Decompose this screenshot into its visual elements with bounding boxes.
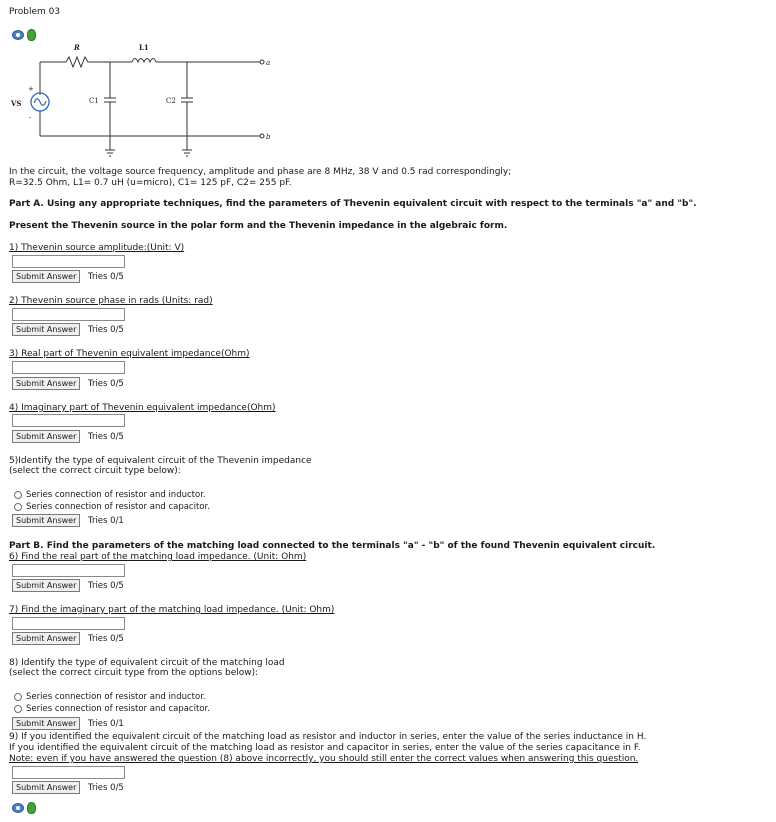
problem-text-line1: In the circuit, the voltage source frequency, amplitude and phase are 8 MHz, 38 V and 0.5 rad correspondingly;: [9, 167, 512, 177]
q1-label: 1) Thevenin source amplitude:(Unit: V): [9, 243, 185, 253]
q5-label-line1: 5)Identify the type of equivalent circuit of the Thevenin impedance: [9, 456, 312, 466]
label-b: b: [266, 133, 271, 141]
inductor-symbol: [132, 59, 156, 63]
q8-label-line1: 8) Identify the type of equivalent circuit of the matching load: [9, 658, 285, 668]
q2-tries: Tries 0/5: [88, 325, 124, 335]
terminal-a: [260, 60, 264, 64]
part-b-heading: Part B. Find the parameters of the matching load connected to the terminals "a" - "b" of the found Thevenin equivalent circuit.: [9, 541, 656, 551]
q2-answer-input[interactable]: [12, 308, 125, 321]
label-plus: +: [28, 85, 34, 93]
q8-option-rc-label: Series connection of resistor and capacitor.: [26, 704, 210, 714]
q4-submit-button[interactable]: Submit Answer: [12, 430, 80, 443]
feedback-icon[interactable]: [12, 30, 24, 40]
q5-tries: Tries 0/1: [88, 516, 124, 526]
terminal-b: [260, 134, 264, 138]
label-c2: C2: [166, 97, 176, 105]
q8-tries: Tries 0/1: [88, 719, 124, 729]
q3-answer-input[interactable]: [12, 361, 125, 374]
q5-option-rc[interactable]: [14, 502, 210, 512]
bug-report-icon[interactable]: [27, 802, 36, 814]
q3-tries: Tries 0/5: [88, 379, 124, 389]
q8-radio-rl[interactable]: [14, 693, 22, 701]
q5-label-line2: (select the correct circuit type below):: [9, 466, 181, 476]
q6-label: 6) Find the real part of the matching load impedance. (Unit: Ohm): [9, 552, 307, 562]
label-l1: L1: [139, 43, 149, 52]
q8-option-rl-label: Series connection of resistor and inductor.: [26, 692, 206, 702]
q9-text-line3: Note: even if you have answered the question (8) above incorrectly, you should still enter the correct values when answering this question.: [9, 754, 639, 764]
q8-submit-button[interactable]: Submit Answer: [12, 717, 80, 730]
q9-text-line1: 9) If you identified the equivalent circuit of the matching load as resistor and inductor in series, enter the value of the series inductance in H.: [9, 732, 647, 742]
q8-radio-rc[interactable]: [14, 705, 22, 713]
feedback-icon[interactable]: [12, 803, 24, 813]
toolbar-icons-bottom: [12, 802, 36, 814]
q2-label: 2) Thevenin source phase in rads (Units: rad): [9, 296, 213, 306]
q7-tries: Tries 0/5: [88, 634, 124, 644]
q8-label-line2: (select the correct circuit type from the options below):: [9, 668, 259, 678]
q8-option-rc[interactable]: [14, 704, 210, 714]
q6-tries: Tries 0/5: [88, 581, 124, 591]
q9-tries: Tries 0/5: [88, 783, 124, 793]
q5-option-rl[interactable]: [14, 490, 206, 500]
q4-answer-input[interactable]: [12, 414, 125, 427]
problem-title: Problem 03: [9, 7, 61, 17]
q8-option-rl[interactable]: [14, 692, 206, 702]
label-c1: C1: [89, 97, 99, 105]
q5-radio-rl[interactable]: [14, 491, 22, 499]
q5-radio-rc[interactable]: [14, 503, 22, 511]
q7-submit-button[interactable]: Submit Answer: [12, 632, 80, 645]
label-minus: -: [29, 114, 32, 122]
q6-submit-button[interactable]: Submit Answer: [12, 579, 80, 592]
q7-answer-input[interactable]: [12, 617, 125, 630]
q1-tries: Tries 0/5: [88, 272, 124, 282]
part-a-heading: Part A. Using any appropriate techniques, find the parameters of Thevenin equivalent circuit with respect to the terminals "a" and "b".: [9, 199, 697, 209]
circuit-diagram: [8, 40, 273, 165]
problem-text-line2: R=32.5 Ohm, L1= 0.7 uH (u=micro), C1= 125 pF, C2= 255 pF.: [9, 178, 292, 188]
q5-submit-button[interactable]: Submit Answer: [12, 514, 80, 527]
q3-label: 3) Real part of Thevenin equivalent impedance(Ohm): [9, 349, 250, 359]
q4-label: 4) Imaginary part of Thevenin equivalent impedance(Ohm): [9, 403, 276, 413]
q9-answer-input[interactable]: [12, 766, 125, 779]
q9-submit-button[interactable]: Submit Answer: [12, 781, 80, 794]
q7-label: 7) Find the imaginary part of the matching load impedance. (Unit: Ohm): [9, 605, 335, 615]
resistor-symbol: [66, 57, 88, 67]
q5-option-rl-label: Series connection of resistor and inductor.: [26, 490, 206, 500]
q2-submit-button[interactable]: Submit Answer: [12, 323, 80, 336]
label-vs: VS: [11, 99, 22, 108]
label-r: R: [74, 43, 80, 52]
q4-tries: Tries 0/5: [88, 432, 124, 442]
q9-text-line2: If you identified the equivalent circuit of the matching load as resistor and capacitor in series, enter the value of the series capacitance in F.: [9, 743, 641, 753]
q5-option-rc-label: Series connection of resistor and capacitor.: [26, 502, 210, 512]
q3-submit-button[interactable]: Submit Answer: [12, 377, 80, 390]
part-a-subheading: Present the Thevenin source in the polar form and the Thevenin impedance in the algebraic form.: [9, 221, 508, 231]
label-a: a: [266, 59, 271, 67]
q1-answer-input[interactable]: [12, 255, 125, 268]
q6-answer-input[interactable]: [12, 564, 125, 577]
q1-submit-button[interactable]: Submit Answer: [12, 270, 80, 283]
